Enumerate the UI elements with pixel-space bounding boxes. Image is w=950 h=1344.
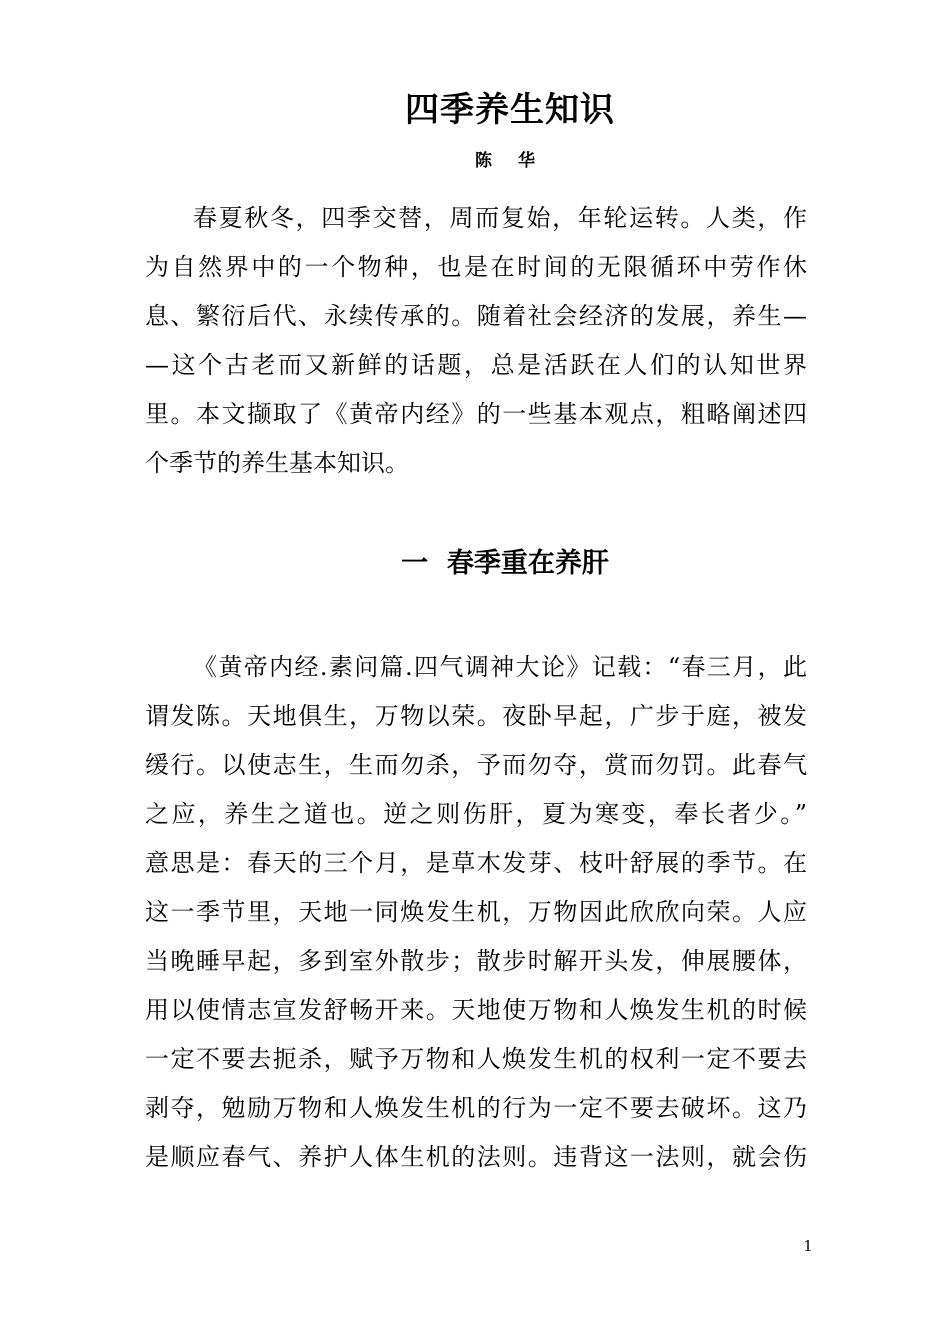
paragraph-line: 为自然界中的一个物种，也是在时间的无限循环中劳作休: [145, 253, 807, 281]
paragraph-line: 春夏秋冬，四季交替，周而复始，年轮运转。人类，作: [193, 204, 807, 232]
section-heading: 一 春季重在养肝: [401, 548, 609, 579]
paragraph-line: 剥夺，勉励万物和人焕发生机的行为一定不要去破坏。这乃: [145, 1094, 807, 1122]
page-number: 1: [803, 1237, 813, 1255]
paragraph-line: 意思是：春天的三个月，是草木发芽、枝叶舒展的季节。在: [145, 849, 807, 877]
section-paragraph: [145, 643, 807, 1182]
paragraph-line: 个季节的养生基本知识。: [145, 449, 409, 477]
author-name: 陈 华: [475, 151, 545, 171]
paragraph-line: 谓发陈。天地俱生，万物以荣。夜卧早起，广步于庭，被发: [145, 702, 807, 730]
paragraph-line: 之应，养生之道也。逆之则伤肝，夏为寒变，奉长者少。”: [145, 800, 807, 828]
paragraph-line: —这个古老而又新鲜的话题，总是活跃在人们的认知世界: [145, 351, 807, 379]
intro-paragraph: [145, 194, 807, 488]
paragraph-line: 里。本文撷取了《黄帝内经》的一些基本观点，粗略阐述四: [145, 400, 807, 428]
paragraph-line: 缓行。以使志生，生而勿杀，予而勿夺，赏而勿罚。此春气: [145, 751, 807, 779]
paragraph-line: 息、繁衍后代、永续传承的。随着社会经济的发展，养生—: [145, 302, 807, 330]
document-title: 四季养生知识: [405, 90, 615, 130]
paragraph-line: 用以使情志宣发舒畅开来。天地使万物和人焕发生机的时候: [145, 996, 807, 1024]
paragraph-line: 这一季节里，天地一同焕发生机，万物因此欣欣向荣。人应: [145, 898, 807, 926]
paragraph-line: 是顺应春气、养护人体生机的法则。违背这一法则，就会伤: [145, 1143, 807, 1171]
paragraph-line: 一定不要去扼杀，赋予万物和人焕发生机的权利一定不要去: [145, 1045, 807, 1073]
paragraph-line: 当晚睡早起，多到室外散步；散步时解开头发，伸展腰体，: [145, 947, 807, 975]
paragraph-line: 《黄帝内经.素问篇.四气调神大论》记载：“春三月，此: [193, 653, 807, 681]
